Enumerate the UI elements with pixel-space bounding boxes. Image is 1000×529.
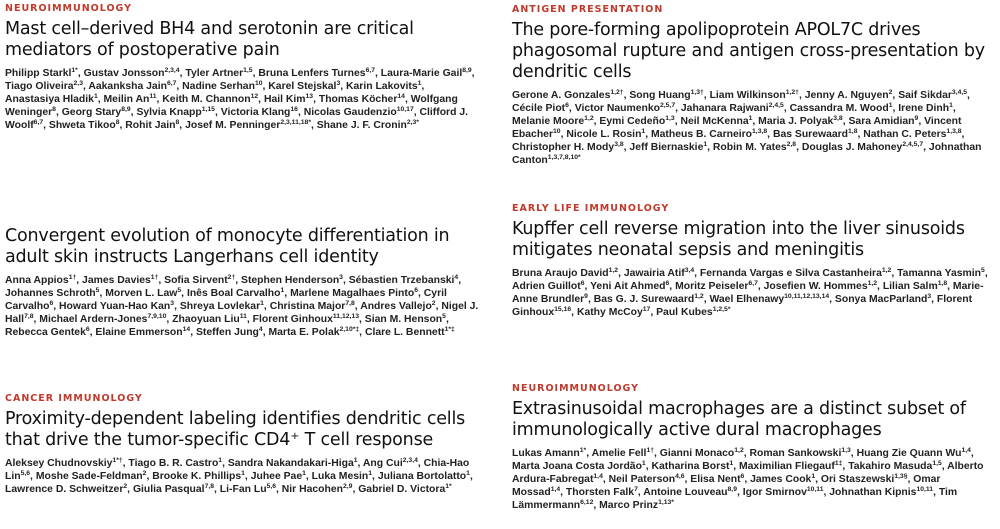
author-name: Jeff Biernaskie — [629, 142, 704, 154]
affiliation-marker: 5 — [442, 313, 446, 321]
author-name: Sian M. Henson — [364, 314, 443, 326]
author-name: Sandra Nakandakari-Higa — [227, 458, 354, 469]
author-list: Philipp Starkl$^{1*}$, Gustav Jonsson$^{2,3,4}$, Tyler Artner$^{1,5}$, Bruna Lenfers Turnes$^{6,7}$, Laura-Marie Gail$^{8,9}$, Tiago Oliveira$^{2,3}$, Aakanksha Jain$^{6,7}$, Nadine Serhan$^{10}$, Karel Stejskal$^3$, Karin Lakovits$^1$, Anastasiya Hladik$^1$, Meilin An$^{11}$, Keith M. Channon$^{12}$, Hail Kim$^{13}$, Thomas Köcher$^{14}$, Wolfgang Weninger$^8$, Georg Stary$^{8,9}$, Sylvia Knapp$^{1,15}$, Victoria Klang$^{16}$, Nicolas Gaudenzio$^{10,17}$, Clifford J. Woolf$^{6,7}$, Shweta Tikoo$^8$, Rohit Jain$^8$, Josef M. Penninger$^{2,3,11,18*}$, Shane J. F. Cronin$^{2,3*}$ — [5, 67, 475, 132]
author-name: Sofia Sirvent — [164, 275, 228, 286]
author-name: Florent Ginhoux — [252, 314, 333, 326]
author-name: Kathy McCoy — [576, 307, 643, 319]
article-title[interactable]: The pore-forming apolipoprotein APOL7C drives phagosomal rupture and antigen cross-presentation by dendritic cells — [512, 20, 985, 82]
author-name: James Davies — [82, 275, 151, 286]
affiliation-marker: 17 — [642, 306, 651, 314]
affiliation-marker: 1 — [93, 93, 98, 101]
affiliation-marker: 1 — [241, 470, 245, 478]
author-name: Lawrence D. Schweitzer — [5, 484, 124, 496]
affiliation-marker: 2,3,4 — [402, 457, 418, 464]
author-name: Marie-Anne Brundler — [512, 281, 984, 306]
author-name: Neil Paterson — [608, 474, 676, 486]
section-label: EARLY LIFE IMMUNOLOGY — [512, 203, 670, 214]
author-name: Maximilian Fliegauf — [739, 461, 835, 473]
affiliation-marker: 1,8 — [937, 280, 948, 288]
author-name: Josefien W. Hommes — [763, 281, 868, 293]
author-name: Clifford J. Woolf — [5, 107, 469, 132]
article-title[interactable]: Kupffer cell reverse migration into the liver sinusoids mitigates neonatal sepsis and meningitis — [512, 219, 965, 260]
author-name: Cyril Carvalho — [5, 288, 447, 313]
affiliation-marker: 2 — [888, 89, 893, 96]
author-name: Neil McKenna — [680, 116, 749, 128]
author-name: Cassandra M. Wood — [789, 103, 889, 115]
author-name: Douglas J. Mahoney — [801, 142, 903, 154]
affiliation-marker: 7,8 — [345, 300, 355, 308]
author-name: Katharina Borst — [651, 461, 730, 473]
affiliation-marker: 1*‡ — [444, 326, 455, 334]
author-name: Lilian Salm — [882, 281, 938, 293]
author-name: Tim Lämmermann — [512, 487, 958, 512]
article-card — [512, 203, 990, 319]
affiliation-marker: 2,4,5 — [768, 102, 784, 110]
author-name: Aleksey Chudnovskiy — [5, 458, 113, 469]
affiliation-marker: 8 — [52, 106, 56, 114]
affiliation-marker: 6 — [565, 102, 569, 110]
affiliation-marker: 7,8 — [204, 483, 215, 491]
affiliation-marker: 7,9,10 — [147, 313, 167, 321]
author-name: Steffen Jung — [195, 327, 259, 339]
affiliation-marker: 5 — [981, 267, 985, 274]
affiliation-marker: 1 — [641, 460, 646, 468]
author-name: Juhee Pae — [250, 471, 303, 483]
affiliation-marker: 2 — [142, 470, 147, 478]
author-name: Li-Fan Lu — [219, 484, 267, 496]
article-title[interactable]: Mast cell–derived BH4 and serotonin are critical mediators of postoperative pain — [5, 19, 414, 60]
author-name: Robin M. Yates — [712, 142, 787, 154]
affiliation-marker: 6 — [665, 280, 670, 288]
affiliation-marker: 7 — [634, 486, 638, 494]
affiliation-marker: 3,4 — [684, 267, 695, 274]
author-name: Bruna Araujo David — [512, 268, 609, 279]
author-name: Melanie Moore — [512, 116, 585, 128]
affiliation-marker: 10 — [254, 80, 263, 88]
author-name: Wael Elhenawy — [709, 294, 785, 306]
affiliation-marker: 3,4,5 — [951, 89, 968, 96]
author-name: Maria J. Polyak — [758, 116, 834, 128]
author-name: Stephen Henderson — [241, 275, 340, 286]
affiliation-marker: 5,6 — [20, 470, 31, 478]
section-label: ANTIGEN PRESENTATION — [512, 4, 664, 15]
affiliation-marker: 7,8 — [24, 313, 34, 321]
affiliation-marker: 4 — [454, 274, 459, 281]
article-title[interactable]: Proximity-dependent labeling identifies dendritic cells that drive the tumor-specific CD4⁺ T cell response — [5, 409, 466, 450]
author-name: Wolfgang Weninger — [5, 94, 458, 119]
author-name: Ang Cui — [362, 458, 403, 469]
author-name: Tiago Oliveira — [5, 81, 74, 93]
author-name: Nigel J. Hall — [5, 301, 479, 326]
affiliation-marker: 1,2† — [610, 89, 624, 96]
author-name: Florent Ginhoux — [512, 294, 973, 319]
author-name: Chia-Hao Lin — [5, 458, 470, 483]
article-title[interactable]: Extrasinusoidal macrophages are a distinct subset of immunologically active dural macrophages — [512, 399, 966, 440]
article-card — [5, 3, 480, 132]
article-card — [5, 393, 483, 496]
article-card — [5, 226, 483, 339]
affiliation-marker: 8,9 — [727, 486, 737, 494]
affiliation-marker: 1,2 — [881, 267, 892, 274]
author-name: Moritz Peiseler — [675, 281, 749, 293]
affiliation-marker: 1,5 — [243, 67, 253, 74]
author-name: Nir Hacohen — [281, 484, 343, 496]
author-name: Amelie Fell — [591, 448, 647, 459]
affiliation-marker: 1 — [811, 473, 816, 481]
affiliation-marker: 1 — [353, 457, 358, 464]
affiliation-marker: 2,5,7 — [659, 102, 676, 110]
affiliation-marker: 1,3,8 — [752, 128, 768, 136]
section-label: NEUROIMMUNOLOGY — [5, 3, 132, 14]
affiliation-marker: 1 — [218, 457, 223, 464]
affiliation-marker: 1 — [888, 102, 893, 110]
author-name: Inês Boal Carvalho — [186, 288, 281, 300]
author-name: Andres Vallejo — [360, 301, 432, 313]
author-name: Moshe Sade-Feldman — [35, 471, 143, 483]
affiliation-marker: 6,7 — [33, 119, 44, 127]
affiliation-marker: 1,8 — [848, 128, 858, 136]
affiliation-marker: 2,10*‡ — [339, 326, 360, 334]
author-name: Bas Surewaard — [772, 129, 849, 141]
author-name: Rebecca Gentek — [5, 327, 86, 339]
author-name: Yeni Ait Ahmed — [590, 281, 666, 293]
affiliation-marker: 1* — [445, 483, 452, 491]
author-name: Laura-Marie Gail — [380, 68, 463, 79]
affiliation-marker: 2,9 — [342, 483, 353, 491]
author-name: Meilin An — [103, 94, 150, 106]
author-name: Adrien Guillot — [512, 281, 581, 293]
author-name: Aakanksha Jain — [88, 81, 167, 93]
author-name: Marlene Magalhaes Pinto — [290, 288, 415, 300]
section-label: CANCER IMMUNOLOGY — [5, 393, 143, 404]
affiliation-marker: 1 — [417, 80, 422, 88]
author-name: Keith M. Channon — [162, 94, 251, 106]
author-name: Bruna Lenfers Turnes — [258, 68, 366, 79]
affiliation-marker: 1,2 — [734, 447, 744, 454]
affiliation-marker: 2 — [123, 483, 128, 491]
author-name: Ori Staszewski — [820, 474, 895, 486]
affiliation-marker: 1,5 — [932, 460, 942, 468]
author-name: Josef M. Penninger — [185, 120, 281, 132]
affiliation-marker: 4,6 — [675, 473, 685, 481]
author-name: Zhaoyuan Liu — [172, 314, 240, 326]
affiliation-marker: 1,2 — [584, 115, 594, 123]
author-name: Karin Lakovits — [346, 81, 418, 93]
author-list: Lukas Amann$^{1*}$, Amelie Fell$^{1\dagger}$, Gianni Monaco$^{1,2}$, Roman Sankowski$^{1,3}$, Huang Zie Quann Wu$^{1,4}$, Marta Joana Costa Jordão$^1$, Katharina Borst$^1$, Maximilian Fliegauf$^{1\ddagger}$, Takahiro Masuda$^{1,5}$, Alberto Ardura-Fabregat$^{1,4}$, Neil Paterson$^{4,6}$, Elisa Nent$^6$, James Cook$^1$, Ori Staszewski$^{1,3\S}$, Omar Mossad$^{1,4}$, Thorsten Falk$^7$, Antoine Louveau$^{8,9}$, Igor Smirnov$^{10,11}$, Johnathan Kipnis$^{10,11}$, Tim Lämmermann$^{6,12}$, Marco Prinz$^{1,13*}$ — [512, 447, 984, 512]
affiliation-marker: 1,4 — [593, 473, 603, 481]
author-name: Anastasiya Hladik — [5, 94, 94, 106]
affiliation-marker: 6 — [580, 280, 585, 288]
author-name: Georg Stary — [61, 107, 122, 119]
author-name: Omar Mossad — [512, 474, 941, 499]
author-name: Tyler Artner — [185, 68, 244, 79]
affiliation-marker: 1 — [260, 300, 264, 308]
author-name: Vincent Ebacher — [512, 116, 962, 141]
author-name: Lukas Amann — [512, 448, 580, 459]
affiliation-marker: 16 — [290, 106, 298, 114]
affiliation-marker: 1*† — [112, 457, 123, 464]
affiliation-marker: 2,3,11,18* — [280, 119, 311, 127]
affiliation-marker: 15,16 — [554, 306, 572, 314]
author-name: Tamanna Yasmin — [897, 268, 982, 279]
affiliation-marker: 1,2 — [867, 280, 878, 288]
affiliation-marker: 11 — [149, 93, 157, 101]
affiliation-marker: 2,3* — [406, 119, 419, 127]
affiliation-marker: 1,2,5* — [712, 306, 731, 314]
author-name: Alberto Ardura-Fabregat — [512, 461, 984, 486]
article-card — [512, 383, 990, 512]
author-name: Elisa Nent — [690, 474, 741, 486]
affiliation-marker: 6 — [414, 287, 418, 295]
author-name: Paul Kubes — [656, 307, 713, 319]
author-name: Song Huang — [629, 90, 691, 101]
author-name: Jahanara Rajwani — [680, 103, 769, 115]
affiliation-marker: 14 — [397, 93, 405, 101]
author-name: James Cook — [750, 474, 812, 486]
author-name: Anna Appios — [5, 275, 69, 286]
author-name: Fernanda Vargas e Silva Castanheira — [699, 268, 882, 279]
author-name: Johnathan Canton — [512, 142, 982, 167]
affiliation-marker: 3 — [336, 80, 341, 88]
affiliation-marker: 6,12 — [580, 499, 594, 507]
affiliation-marker: 1 — [729, 460, 734, 468]
affiliation-marker: 9 — [914, 115, 919, 123]
affiliation-marker: 1 — [302, 470, 306, 478]
affiliation-marker: 1,15 — [201, 106, 215, 114]
author-name: Sébastien Trzebanski — [348, 275, 455, 286]
affiliation-marker: 1,3 — [665, 115, 675, 123]
affiliation-marker: 1* — [71, 67, 78, 74]
author-name: Karel Stejskal — [268, 81, 337, 93]
author-name: Howard Yuan-Hao Kan — [59, 301, 171, 313]
affiliation-marker: 1 — [368, 470, 373, 478]
author-list: Bruna Araujo David$^{1,2}$, Jawairia Atif$^{3,4}$, Fernanda Vargas e Silva Castanheira$^{1,2}$, Tamanna Yasmin$^5$, Adrien Guillot$^6$, Yeni Ait Ahmed$^6$, Moritz Peiseler$^{6,7}$, Josefien W. Hommes$^{1,2}$, Lilian Salm$^{1,8}$, Marie-Anne Brundler$^9$, Bas G. J. Surewaard$^{1,2}$, Wael Elhenawy$^{10,11,12,13,14}$, Sonya MacParland$^3$, Florent Ginhoux$^{15,16}$, Kathy McCoy$^{17}$, Paul Kubes$^{1,2,5*}$ — [512, 267, 988, 319]
author-name: Roman Sankowski — [749, 448, 842, 459]
author-name: Clare L. Bennett — [364, 327, 445, 339]
author-name: Christina Major — [269, 301, 346, 313]
affiliation-marker: 1,3 — [841, 447, 851, 454]
affiliation-marker: 1 — [466, 470, 470, 478]
affiliation-marker: 3,8 — [833, 115, 843, 123]
author-name: Hail Kim — [263, 94, 306, 106]
section-label: NEUROIMMUNOLOGY — [512, 383, 639, 394]
affiliation-marker: 1,13* — [658, 499, 674, 507]
author-name: Jawairia Atif — [623, 268, 685, 279]
affiliation-marker: 6,7 — [748, 280, 758, 288]
author-name: Takahiro Masuda — [848, 461, 933, 473]
affiliation-marker: 5 — [177, 287, 182, 295]
author-name: Sonya MacParland — [834, 294, 928, 306]
affiliation-marker: 1† — [150, 274, 159, 281]
article-card — [512, 4, 990, 168]
author-name: Shweta Tikoo — [48, 120, 116, 132]
affiliation-marker: 10 — [553, 128, 561, 136]
author-name: Victor Naumenko — [574, 103, 660, 115]
author-list: Aleksey Chudnovskiy$^{1*\dagger}$, Tiago B. R. Castro$^1$, Sandra Nakandakari-Higa$^1$, Ang Cui$^{2,3,4}$, Chia-Hao Lin$^{5,6}$, Moshe Sade-Feldman$^2$, Brooke K. Phillips$^1$, Juhee Pae$^1$, Luka Mesin$^1$, Juliana Bortolatto$^1$, Lawrence D. Schweitzer$^2$, Giulia Pasqual$^{7,8}$, Li-Fan Lu$^{5,6}$, Nir Hacohen$^{2,9}$, Gabriel D. Victora$^{1*}$ — [5, 457, 473, 496]
author-name: Nathan C. Peters — [863, 129, 947, 141]
affiliation-marker: 4 — [258, 326, 263, 334]
affiliation-marker: 2,3,4 — [164, 67, 180, 74]
author-name: Gianni Monaco — [659, 448, 735, 459]
affiliation-marker: 8,9 — [462, 67, 472, 74]
affiliation-marker: 14 — [182, 326, 191, 334]
affiliation-marker: 1,3,8 — [946, 128, 962, 136]
author-name: Philipp Starkl — [5, 68, 72, 79]
affiliation-marker: 1,3§ — [894, 473, 908, 481]
author-name: Irene Dinh — [898, 103, 950, 115]
author-name: Nicole L. Rosin — [566, 129, 642, 141]
affiliation-marker: 1† — [68, 274, 77, 281]
author-name: Gabriel D. Victora — [358, 484, 446, 496]
author-name: Brooke K. Phillips — [152, 471, 242, 483]
author-name: Johnathan Kipnis — [829, 487, 917, 499]
author-name: Sylvia Knapp — [136, 107, 202, 119]
affiliation-marker: 1 — [641, 128, 646, 136]
affiliation-marker: 1 — [949, 102, 953, 110]
author-name: Johannes Schroth — [5, 288, 96, 300]
affiliation-marker: 5,6 — [266, 483, 276, 491]
author-name: Marta Joana Costa Jordão — [512, 461, 642, 473]
author-name: Bas G. J. Surewaard — [593, 294, 695, 306]
author-name: Thomas Köcher — [318, 94, 398, 106]
author-name: Michael Ardern-Jones — [39, 314, 148, 326]
affiliation-marker: 1,4 — [550, 486, 561, 494]
affiliation-marker: 1 — [703, 141, 708, 149]
affiliation-marker: 2† — [227, 274, 236, 281]
affiliation-marker: 5 — [95, 287, 100, 295]
author-name: Eymi Cedeño — [599, 116, 666, 128]
affiliation-marker: 1,2 — [694, 293, 704, 301]
author-name: Nicolas Gaudenzio — [303, 107, 397, 119]
affiliation-marker: 1* — [579, 447, 587, 454]
affiliation-marker: 1 — [280, 287, 285, 295]
affiliation-marker: 1,3,7,8,10* — [547, 154, 581, 162]
author-name: Giulia Pasqual — [132, 484, 205, 496]
author-name: Shane J. F. Cronin — [316, 120, 407, 132]
affiliation-marker: 10,17 — [396, 106, 414, 114]
affiliation-marker: 9 — [584, 293, 588, 301]
author-name: Tiago B. R. Castro — [128, 458, 219, 469]
affiliation-marker: 6,7 — [166, 80, 177, 88]
author-name: Sara Amidian — [848, 116, 915, 128]
affiliation-marker: 3 — [170, 300, 175, 308]
affiliation-marker: 12 — [250, 93, 259, 101]
affiliation-marker: 6 — [85, 326, 90, 334]
affiliation-marker: 10,11 — [806, 486, 824, 494]
affiliation-marker: 1 — [748, 115, 753, 123]
article-title[interactable]: Convergent evolution of monocyte differentiation in adult skin instructs Langerhans cell identity — [5, 226, 450, 267]
author-name: Liam Wilkinson — [709, 90, 786, 101]
author-name: Marta E. Polak — [268, 327, 340, 339]
affiliation-marker: 10,11 — [916, 486, 934, 494]
affiliation-marker: 1,2† — [785, 89, 799, 96]
author-name: Huang Zie Quann Wu — [856, 448, 962, 459]
affiliation-marker: 8 — [175, 119, 180, 127]
author-name: Victoria Klang — [220, 107, 291, 119]
author-name: Matheus B. Carneiro — [650, 129, 753, 141]
author-name: Luka Mesin — [311, 471, 369, 483]
affiliation-marker: 10,11,12,13,14 — [784, 293, 830, 301]
author-name: Gustav Jonsson — [83, 68, 165, 79]
author-name: Thorsten Falk — [565, 487, 635, 499]
author-name: Christopher H. Mody — [512, 142, 615, 154]
affiliation-marker: 11 — [239, 313, 247, 321]
affiliation-marker: 6,7 — [365, 67, 376, 74]
affiliation-marker: 1,3† — [690, 89, 704, 96]
affiliation-marker: 2,8 — [786, 141, 797, 149]
affiliation-marker: 3 — [339, 274, 343, 281]
author-name: Antoine Louveau — [643, 487, 728, 499]
affiliation-marker: 2 — [431, 300, 436, 308]
author-name: Igor Smirnov — [742, 487, 807, 499]
affiliation-marker: 13 — [305, 93, 314, 101]
author-name: Nadine Serhan — [182, 81, 255, 93]
author-name: Jenny A. Nguyen — [804, 90, 889, 101]
affiliation-marker: 1† — [646, 447, 655, 454]
affiliation-marker: 8 — [115, 119, 120, 127]
affiliation-marker: 1‡ — [834, 460, 843, 468]
author-name: Shreya Lovlekar — [179, 301, 261, 313]
affiliation-marker: 6 — [740, 473, 745, 481]
affiliation-marker: 1,4 — [961, 447, 971, 454]
author-name: Cécile Piot — [512, 103, 566, 115]
author-name: Saif Sikdar — [898, 90, 952, 101]
author-name: Rohit Jain — [125, 120, 176, 132]
affiliation-marker: 8,9 — [121, 106, 131, 114]
author-name: Morven L. Law — [105, 288, 178, 300]
affiliation-marker: 11,12,13 — [332, 313, 359, 321]
affiliation-marker: 2,4,5,7 — [902, 141, 924, 149]
affiliation-marker: 1,2 — [608, 267, 619, 274]
affiliation-marker: 2,3 — [73, 80, 83, 88]
author-name: Juliana Bortolatto — [377, 471, 467, 483]
author-list: Anna Appios$^{1\dagger}$, James Davies$^{1\dagger}$, Sofia Sirvent$^{2\dagger}$, Stephen Henderson$^3$, Sébastien Trzebanski$^4$, Johannes Schroth$^5$, Morven L. Law$^5$, Inês Boal Carvalho$^1$, Marlene Magalhaes Pinto$^6$, Cyril Carvalho$^6$, Howard Yuan-Hao Kan$^3$, Shreya Lovlekar$^1$, Christina Major$^{7,8}$, Andres Vallejo$^2$, Nigel J. Hall$^{7,8}$, Michael Ardern-Jones$^{7,9,10}$, Zhaoyuan Liu$^{11}$, Florent Ginhoux$^{11,12,13}$, Sian M. Henson$^5$, Rebecca Gentek$^6$, Elaine Emmerson$^{14}$, Steffen Jung$^4$, Marta E. Polak$^{2,10*\ddagger}$, Clare L. Bennett$^{1*\ddagger}$ — [5, 274, 479, 339]
author-name: Gerone A. Gonzales — [512, 90, 611, 101]
affiliation-marker: 3 — [927, 293, 932, 301]
author-name: Elaine Emmerson — [95, 327, 183, 339]
affiliation-marker: 3,8 — [614, 141, 624, 149]
author-list: Gerone A. Gonzales$^{1,2\dagger}$, Song Huang$^{1,3\dagger}$, Liam Wilkinson$^{1,2\dagger}$, Jenny A. Nguyen$^2$, Saif Sikdar$^{3,4,5}$, Cécile Piot$^6$, Victor Naumenko$^{2,5,7}$, Jahanara Rajwani$^{2,4,5}$, Cassandra M. Wood$^1$, Irene Dinh$^1$, Melanie Moore$^{1,2}$, Eymi Cedeño$^{1,3}$, Neil McKenna$^1$, Maria J. Polyak$^{3,8}$, Sara Amidian$^9$, Vincent Ebacher$^{10}$, Nicole L. Rosin$^1$, Matheus B. Carneiro$^{1,3,8}$, Bas Surewaard$^{1,8}$, Nathan C. Peters$^{1,3,8}$, Christopher H. Mody$^{3,8}$, Jeff Biernaskie$^1$, Robin M. Yates$^{2,8}$, Douglas J. Mahoney$^{2,4,5,7}$, Johnathan Canton$^{1,3,7,8,10*}$ — [512, 89, 982, 167]
author-name: Marco Prinz — [599, 500, 659, 512]
affiliation-marker: 6 — [49, 300, 54, 308]
